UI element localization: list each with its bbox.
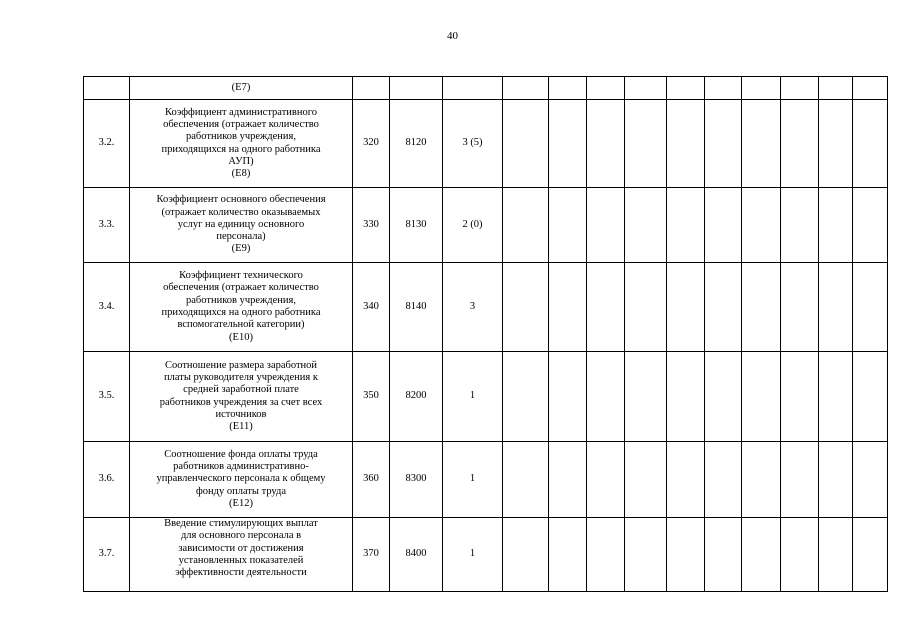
empty-cell: [742, 263, 781, 352]
value-code-cell: 8300: [390, 442, 443, 518]
description-line: (Е9): [231, 243, 251, 255]
description-line: установленных показателей: [178, 554, 304, 566]
empty-cell: [781, 518, 819, 592]
empty-cell: [625, 352, 667, 442]
score-cell: 1: [443, 518, 503, 592]
empty-cell: [781, 77, 819, 100]
empty-cell: [667, 518, 705, 592]
description-line: (Е7): [231, 81, 251, 93]
empty-cell: [549, 352, 587, 442]
empty-cell: [625, 263, 667, 352]
indicator-description-cell: [130, 352, 353, 442]
empty-cell: [587, 263, 625, 352]
table-row: [84, 518, 888, 592]
indicator-description-cell: [130, 442, 353, 518]
empty-cell: [587, 77, 625, 100]
empty-cell: [781, 442, 819, 518]
empty-cell: [625, 518, 667, 592]
empty-cell: [503, 518, 549, 592]
value-code-cell: [390, 77, 443, 100]
empty-cell: [705, 77, 742, 100]
empty-cell: [587, 442, 625, 518]
table-row: [84, 188, 888, 263]
description-line: работников учреждения за счет всех: [159, 396, 323, 408]
empty-cell: [819, 188, 853, 263]
value-code-cell: 8130: [390, 188, 443, 263]
empty-cell: [742, 352, 781, 442]
line-code-cell: 340: [353, 263, 390, 352]
row-number-cell: 3.4.: [84, 263, 130, 352]
description-line: эффективности деятельности: [175, 567, 307, 579]
empty-cell: [625, 442, 667, 518]
empty-cell: [625, 188, 667, 263]
description-line: Введение стимулирующих выплат: [164, 518, 318, 529]
empty-cell: [503, 77, 549, 100]
score-cell: 1: [443, 442, 503, 518]
description-line: вспомогательной категории): [177, 319, 305, 331]
description-line: для основного персонала в: [180, 530, 302, 542]
empty-cell: [819, 518, 853, 592]
description-line: фонду оплаты труда: [195, 485, 287, 497]
empty-cell: [587, 352, 625, 442]
empty-cell: [705, 100, 742, 188]
description-line: управленческого персонала к общему: [156, 473, 326, 485]
empty-cell: [503, 100, 549, 188]
value-code-cell: 8140: [390, 263, 443, 352]
description-line: (Е10): [229, 331, 253, 343]
indicator-description-cell: [130, 263, 353, 352]
empty-cell: [853, 352, 888, 442]
empty-cell: [819, 100, 853, 188]
indicator-description-cell: [130, 100, 353, 188]
description-line: Коэффициент основного обеспечения: [156, 194, 326, 206]
row-number-cell: 3.5.: [84, 352, 130, 442]
score-cell: 3 (5): [443, 100, 503, 188]
empty-cell: [503, 188, 549, 263]
empty-cell: [819, 352, 853, 442]
indicator-description-cell: [130, 188, 353, 263]
table-body: [84, 77, 888, 592]
description-line: Коэффициент административного: [164, 106, 318, 118]
empty-cell: [667, 77, 705, 100]
description-line: персонала): [216, 231, 266, 243]
empty-cell: [781, 100, 819, 188]
empty-cell: [667, 263, 705, 352]
description-line: (Е8): [231, 168, 251, 180]
empty-cell: [549, 77, 587, 100]
description-line: источников: [215, 408, 267, 420]
description-line: средней заработной плате: [183, 384, 299, 396]
line-code-cell: 370: [353, 518, 390, 592]
empty-cell: [549, 518, 587, 592]
description-line: обеспечения (отражает количество: [163, 282, 319, 294]
line-code-cell: 350: [353, 352, 390, 442]
description-line: приходящихся на одного работника: [161, 307, 321, 318]
empty-cell: [705, 518, 742, 592]
row-number-cell: 3.2.: [84, 100, 130, 188]
indicators-table: [83, 76, 888, 592]
empty-cell: [819, 77, 853, 100]
empty-cell: [549, 263, 587, 352]
table-row: [84, 77, 888, 100]
empty-cell: [503, 263, 549, 352]
table-row: [84, 100, 888, 188]
description-line: платы руководителя учреждения к: [164, 371, 318, 383]
table-row: [84, 263, 888, 352]
description-line: Коэффициент технического: [179, 270, 303, 282]
empty-cell: [853, 442, 888, 518]
empty-cell: [853, 518, 888, 592]
description-line: Соотношение размера заработной: [164, 359, 318, 371]
score-cell: 3: [443, 263, 503, 352]
empty-cell: [549, 188, 587, 263]
empty-cell: [853, 77, 888, 100]
line-code-cell: 360: [353, 442, 390, 518]
empty-cell: [705, 263, 742, 352]
score-cell: [443, 77, 503, 100]
table-row: [84, 352, 888, 442]
row-number-cell: [84, 77, 130, 100]
score-cell: 1: [443, 352, 503, 442]
description-line: работников учреждения,: [186, 294, 296, 306]
line-code-cell: 320: [353, 100, 390, 188]
description-line: зависимости от достижения: [178, 542, 304, 554]
empty-cell: [667, 352, 705, 442]
empty-cell: [705, 188, 742, 263]
empty-cell: [667, 442, 705, 518]
description-line: работников учреждения,: [186, 131, 296, 143]
empty-cell: [705, 442, 742, 518]
row-number-cell: 3.3.: [84, 188, 130, 263]
empty-cell: [781, 263, 819, 352]
empty-cell: [549, 100, 587, 188]
value-code-cell: 8400: [390, 518, 443, 592]
empty-cell: [781, 352, 819, 442]
empty-cell: [587, 100, 625, 188]
value-code-cell: 8120: [390, 100, 443, 188]
empty-cell: [549, 442, 587, 518]
description-line: Соотношение фонда оплаты труда: [164, 448, 318, 460]
empty-cell: [853, 100, 888, 188]
value-code-cell: 8200: [390, 352, 443, 442]
line-code-cell: [353, 77, 390, 100]
empty-cell: [503, 352, 549, 442]
description-line: (Е12): [229, 497, 253, 509]
description-line: услуг на единицу основного: [177, 218, 305, 230]
description-line: (Е11): [229, 421, 253, 433]
row-number-cell: 3.6.: [84, 442, 130, 518]
empty-cell: [819, 263, 853, 352]
description-line: приходящихся на одного работника: [161, 143, 321, 155]
empty-cell: [853, 188, 888, 263]
empty-cell: [667, 188, 705, 263]
empty-cell: [853, 263, 888, 352]
empty-cell: [781, 188, 819, 263]
table-row: [84, 442, 888, 518]
score-cell: 2 (0): [443, 188, 503, 263]
empty-cell: [503, 442, 549, 518]
empty-cell: [742, 77, 781, 100]
description-line: обеспечения (отражает количество: [163, 118, 319, 130]
row-number-cell: 3.7.: [84, 518, 130, 592]
description-line: АУП): [228, 155, 254, 167]
empty-cell: [625, 77, 667, 100]
empty-cell: [742, 188, 781, 263]
description-line: работников административно-: [173, 461, 309, 473]
empty-cell: [742, 100, 781, 188]
empty-cell: [705, 352, 742, 442]
empty-cell: [742, 442, 781, 518]
empty-cell: [625, 100, 667, 188]
page-number: 40: [447, 30, 458, 42]
empty-cell: [667, 100, 705, 188]
description-line: (отражает количество оказываемых: [161, 206, 321, 218]
empty-cell: [819, 442, 853, 518]
line-code-cell: 330: [353, 188, 390, 263]
empty-cell: [742, 518, 781, 592]
empty-cell: [587, 518, 625, 592]
empty-cell: [587, 188, 625, 263]
indicator-description-cell: [130, 77, 353, 100]
indicator-description-cell: [130, 518, 353, 592]
